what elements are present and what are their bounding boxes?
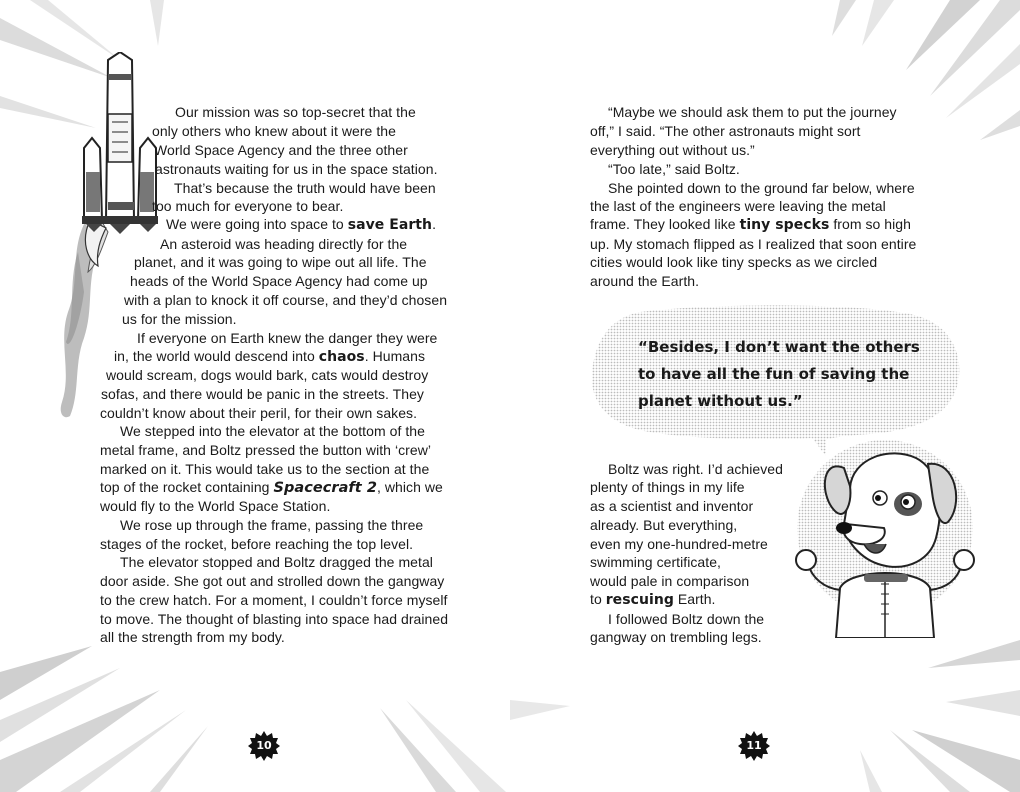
text-line: swimming certificate, <box>590 554 721 570</box>
astronaut-dog-illustration <box>780 428 980 638</box>
text-line: the last of the engineers were leaving the metal <box>590 198 886 214</box>
text-line: We rose up through the frame, passing the three <box>120 517 424 533</box>
text-line: “Maybe we should ask them to put the journey <box>608 104 897 120</box>
speech-bubble-line: to have all the fun of saving the <box>638 365 910 383</box>
emphasis-text: chaos <box>318 349 365 365</box>
text-line: around the Earth. <box>590 273 700 289</box>
text-line: marked on it. This would take us to the section at the <box>100 461 430 477</box>
text-line: all the strength from my body. <box>100 629 285 645</box>
text-line: stages of the rocket, before reaching the top level. <box>100 536 414 552</box>
text-line: to the crew hatch. For a moment, I couldn’t force myself <box>100 592 448 608</box>
text-line: us for the mission. <box>122 311 237 327</box>
text-line: metal frame, and Boltz pressed the button with ‘crew’ <box>100 442 432 458</box>
text-line: sofas, and there would be panic in the streets. They <box>101 386 424 402</box>
text-line: I followed Boltz down the <box>608 611 765 627</box>
emphasis-text: save Earth <box>347 217 433 233</box>
text-line: even my one-hundred-metre <box>590 536 768 552</box>
text-line: couldn’t know about their peril, for their own sakes. <box>100 405 418 421</box>
page-number-badge <box>738 730 770 762</box>
text-line: cities would look like tiny specks as we circled <box>590 254 878 270</box>
text-line: would pale in comparison <box>590 573 750 589</box>
text-line: only others who knew about it were the <box>152 123 396 139</box>
text-line: up. My stomach flipped as I realized that soon entire <box>590 236 917 252</box>
page-number: 10 <box>256 739 272 752</box>
text-line: would fly to the World Space Station. <box>100 498 331 514</box>
speech-bubble-line: planet without us.” <box>638 392 803 410</box>
text-line: World Space Agency and the three other <box>154 142 408 158</box>
text-line: “Too late,” said Boltz. <box>608 161 740 177</box>
text-line: We stepped into the elevator at the bottom of the <box>120 423 425 439</box>
right-page <box>510 0 1020 792</box>
text-line: gangway on trembling legs. <box>590 629 762 645</box>
text-line: off,” I said. “The other astronauts might sort <box>590 123 861 139</box>
text-line: Our mission was so top-secret that the <box>175 104 416 120</box>
text-line: Boltz was right. I’d achieved <box>608 461 783 477</box>
page-number-badge <box>248 730 280 762</box>
text-line: frame. They looked like tiny specks from so high <box>590 216 911 233</box>
page-number: 11 <box>746 739 762 752</box>
text-line: door aside. She got out and strolled down the gangway <box>100 573 445 589</box>
text-line: everything out without us.” <box>590 142 755 158</box>
text-line: plenty of things in my life <box>590 479 745 495</box>
text-line: We were going into space to save Earth. <box>166 216 437 233</box>
text-line: That’s because the truth would have been <box>174 180 436 196</box>
emphasis-text: tiny specks <box>739 217 830 233</box>
text-line: in, the world would descend into chaos. Humans <box>114 348 426 365</box>
text-line: with a plan to knock it off course, and they’d chosen <box>124 292 448 308</box>
text-line: heads of the World Space Agency had come up <box>130 273 428 289</box>
emphasis-text: rescuing <box>605 592 674 608</box>
text-line: If everyone on Earth knew the danger they were <box>137 330 438 346</box>
text-line: planet, and it was going to wipe out all life. The <box>134 254 427 270</box>
text-line: The elevator stopped and Boltz dragged the metal <box>120 554 433 570</box>
text-line: to rescuing Earth. <box>590 591 716 608</box>
text-line: as a scientist and inventor <box>590 498 754 514</box>
emphasis-text: Spacecraft 2 <box>273 480 377 496</box>
text-line: An asteroid was heading directly for the <box>160 236 408 252</box>
text-line: She pointed down to the ground far below, where <box>608 180 915 196</box>
text-line: to move. The thought of blasting into space had drained <box>100 611 449 627</box>
text-line: top of the rocket containing Spacecraft 2, which we <box>100 479 443 496</box>
text-line: too much for everyone to bear. <box>152 198 344 214</box>
speech-bubble-line: “Besides, I don’t want the others <box>638 338 920 356</box>
text-line: astronauts waiting for us in the space station. <box>155 161 438 177</box>
text-line: would scream, dogs would bark, cats would destroy <box>106 367 429 383</box>
text-line: already. But everything, <box>590 517 738 533</box>
